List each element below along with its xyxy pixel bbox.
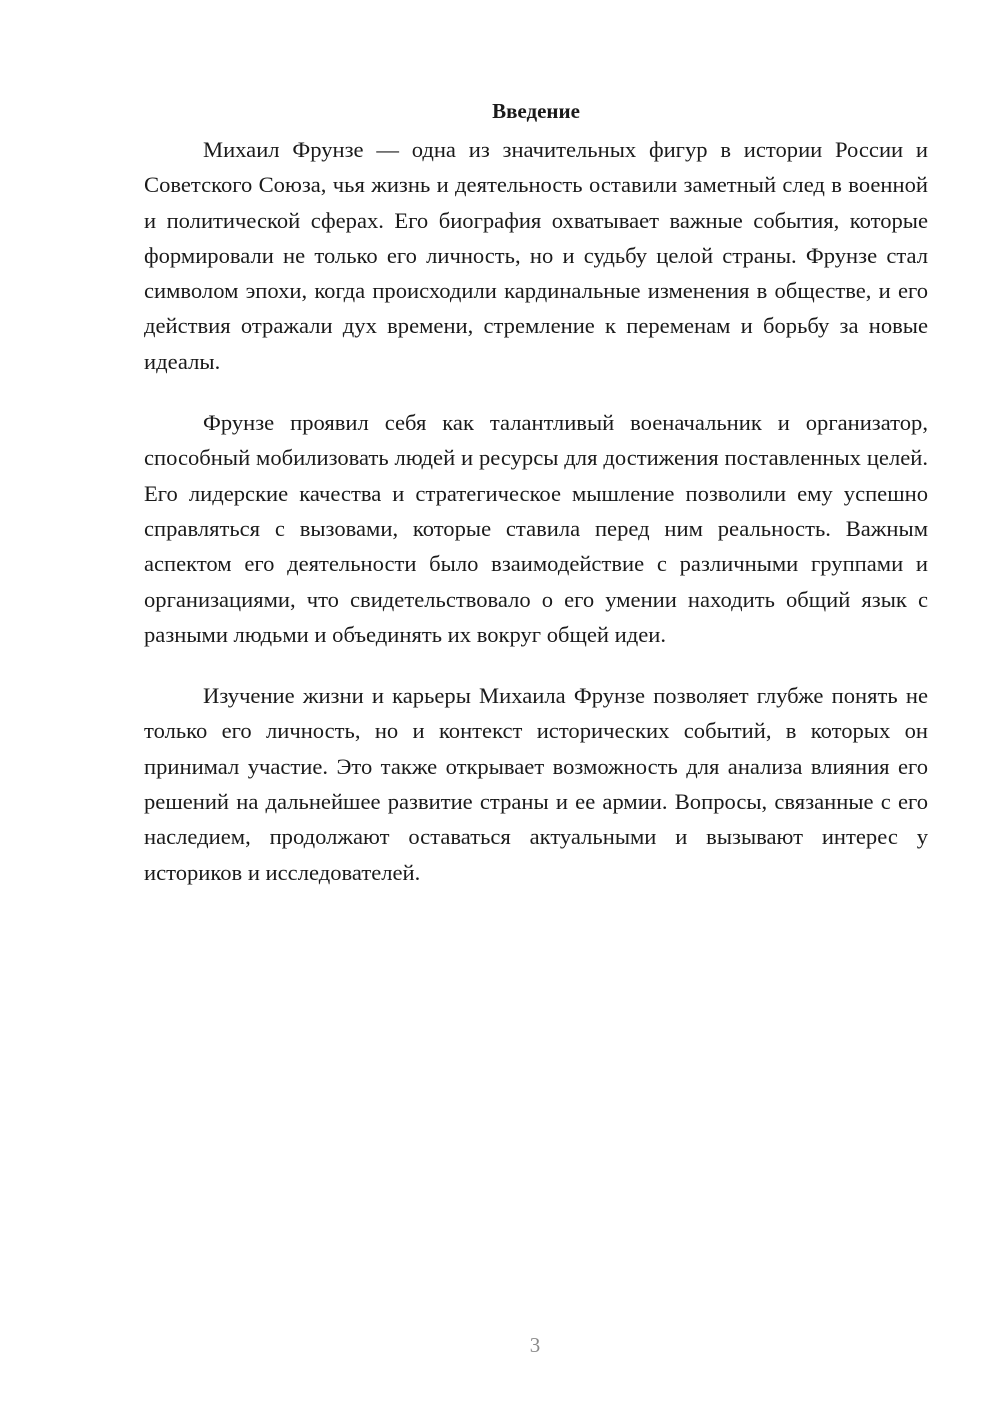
- paragraph-2: Фрунзе проявил себя как талантливый военачальник и организатор, способный мобилизовать людей и ресурсы для достижения поставленных целей. Его лидерские качества и стратегическое мышление позволили ему успешно справляться с вызовами, которые ставила перед ним реальность. Важным аспектом его деятельности было взаимодействие с различными группами и организациями, что свидетельствовало о его умении находить общий язык с разными людьми и объединять их вокруг общей идеи.: [144, 410, 928, 647]
- section-heading: Введение: [492, 99, 580, 123]
- paragraph-1: Михаил Фрунзе — одна из значительных фигур в истории России и Советского Союза, чья жизнь и деятельность оставили заметный след в военной и политической сферах. Его биография охватывает важные события, которые формировали не только его личность, но и судьбу целой страны. Фрунзе стал символом эпохи, когда происходили кардинальные изменения в обществе, и его действия отражали дух времени, стремление к переменам и борьбу за новые идеалы.: [144, 137, 928, 374]
- page-content: [144, 96, 928, 916]
- paragraph-3: Изучение жизни и карьеры Михаила Фрунзе позволяет глубже понять не только его личность, но и контекст исторических событий, в которых он принимал участие. Это также открывает возможность для анализа влияния его решений на дальнейшее развитие страны и ее армии. Вопросы, связанные с его наследием, продолжают оставаться актуальными и вызывают интерес у историков и исследователей.: [144, 683, 928, 885]
- page-number: 3: [529, 1333, 541, 1357]
